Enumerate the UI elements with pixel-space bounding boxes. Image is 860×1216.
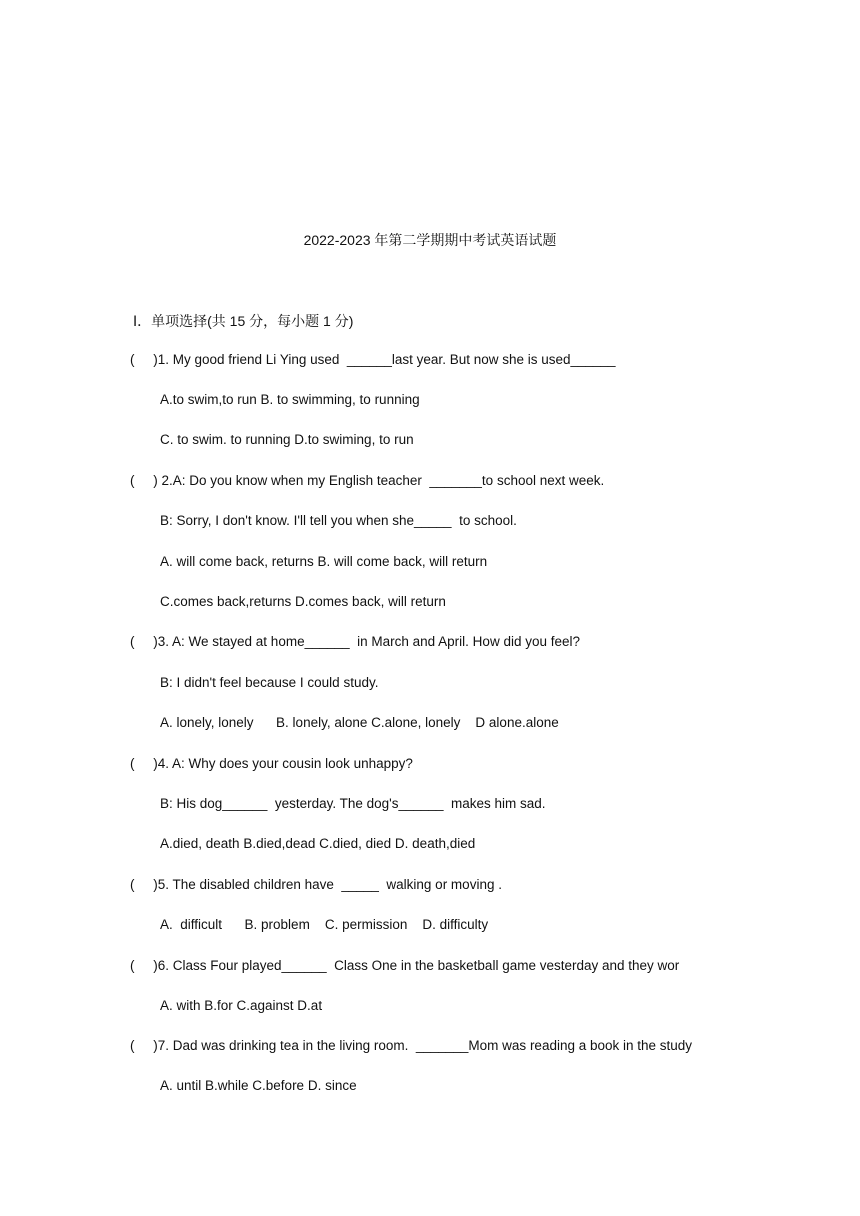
question-6-options-line: A. with B.for C.against D.at: [160, 998, 323, 1013]
page-title: 2022-2023 年第二学期期中考试英语试题: [303, 232, 557, 248]
question-5-options-line: A. difficult B. problem C. permission D. difficulty: [160, 917, 489, 932]
question-4-dialogue-line: B: His dog______ yesterday. The dog's______ makes him sad.: [160, 796, 546, 811]
question-7-options-line: A. until B.while C.before D. since: [160, 1078, 357, 1093]
question-2-options-line-1: A. will come back, returns B. will come back, will return: [160, 554, 488, 569]
question-stem-2: ( ) 2.A: Do you know when my English teacher _______to school next week.: [130, 473, 605, 488]
question-stem-6: ( )6. Class Four played______ Class One in the basketball game vesterday and they wor: [130, 958, 680, 973]
question-3-dialogue-line: B: I didn't feel because I could study.: [160, 675, 379, 690]
question-1-options-line-1: A.to swim,to run B. to swimming, to running: [160, 392, 420, 407]
question-stem-7: ( )7. Dad was drinking tea in the living room. _______Mom was reading a book in the study: [130, 1038, 693, 1053]
question-4-options-line: A.died, death B.died,dead C.died, died D. death,died: [160, 836, 476, 851]
question-stem-4: ( )4. A: Why does your cousin look unhappy?: [130, 756, 413, 771]
section-heading: Ⅰ．单项选择(共 15 分，每小题 1 分): [133, 313, 354, 329]
question-stem-1: ( )1. My good friend Li Ying used ______last year. But now she is used______: [130, 352, 616, 367]
question-1-options-line-2: C. to swim. to running D.to swiming, to run: [160, 432, 414, 447]
question-2-options-line-2: C.comes back,returns D.comes back, will return: [160, 594, 446, 609]
question-3-options-line: A. lonely, lonely B. lonely, alone C.alone, lonely D alone.alone: [160, 715, 559, 730]
question-stem-3: ( )3. A: We stayed at home______ in March and April. How did you feel?: [130, 634, 580, 649]
question-stem-5: ( )5. The disabled children have _____ walking or moving .: [130, 877, 502, 892]
question-2-dialogue-line: B: Sorry, I don't know. I'll tell you when she_____ to school.: [160, 513, 517, 528]
